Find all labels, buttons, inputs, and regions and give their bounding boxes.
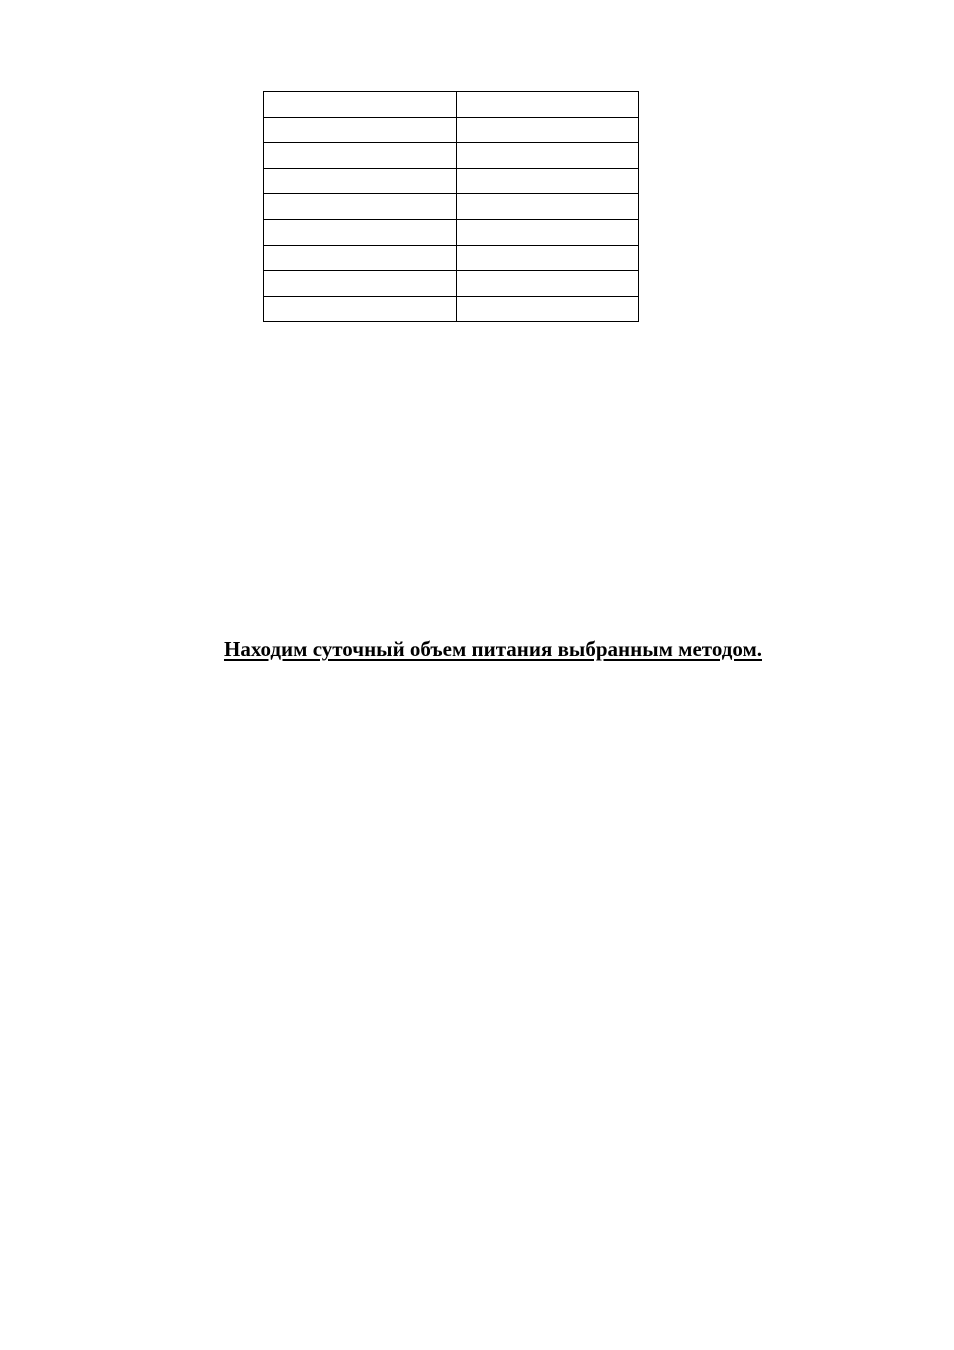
table-cell <box>264 168 457 194</box>
table-cell <box>264 245 457 271</box>
table-row <box>264 296 639 322</box>
table-row <box>264 271 639 297</box>
table-cell <box>457 271 639 297</box>
table-cell <box>264 271 457 297</box>
table-cell <box>264 219 457 245</box>
table-cell <box>264 194 457 220</box>
table-row <box>264 143 639 169</box>
table-row <box>264 194 639 220</box>
empty-table <box>263 91 639 322</box>
table-cell <box>457 245 639 271</box>
table-cell <box>264 117 457 143</box>
table-cell <box>457 143 639 169</box>
table-row <box>264 117 639 143</box>
section-heading: Находим суточный объем питания выбранным методом. <box>223 637 762 661</box>
table-body <box>264 92 639 322</box>
table-row <box>264 245 639 271</box>
table-cell <box>264 92 457 118</box>
table-row <box>264 92 639 118</box>
table-cell <box>264 143 457 169</box>
table-cell <box>457 194 639 220</box>
table-cell <box>457 296 639 322</box>
table-cell <box>457 92 639 118</box>
table-row <box>264 168 639 194</box>
table-cell <box>457 117 639 143</box>
table-row <box>264 219 639 245</box>
table-cell <box>264 296 457 322</box>
table-cell <box>457 168 639 194</box>
table-cell <box>457 219 639 245</box>
